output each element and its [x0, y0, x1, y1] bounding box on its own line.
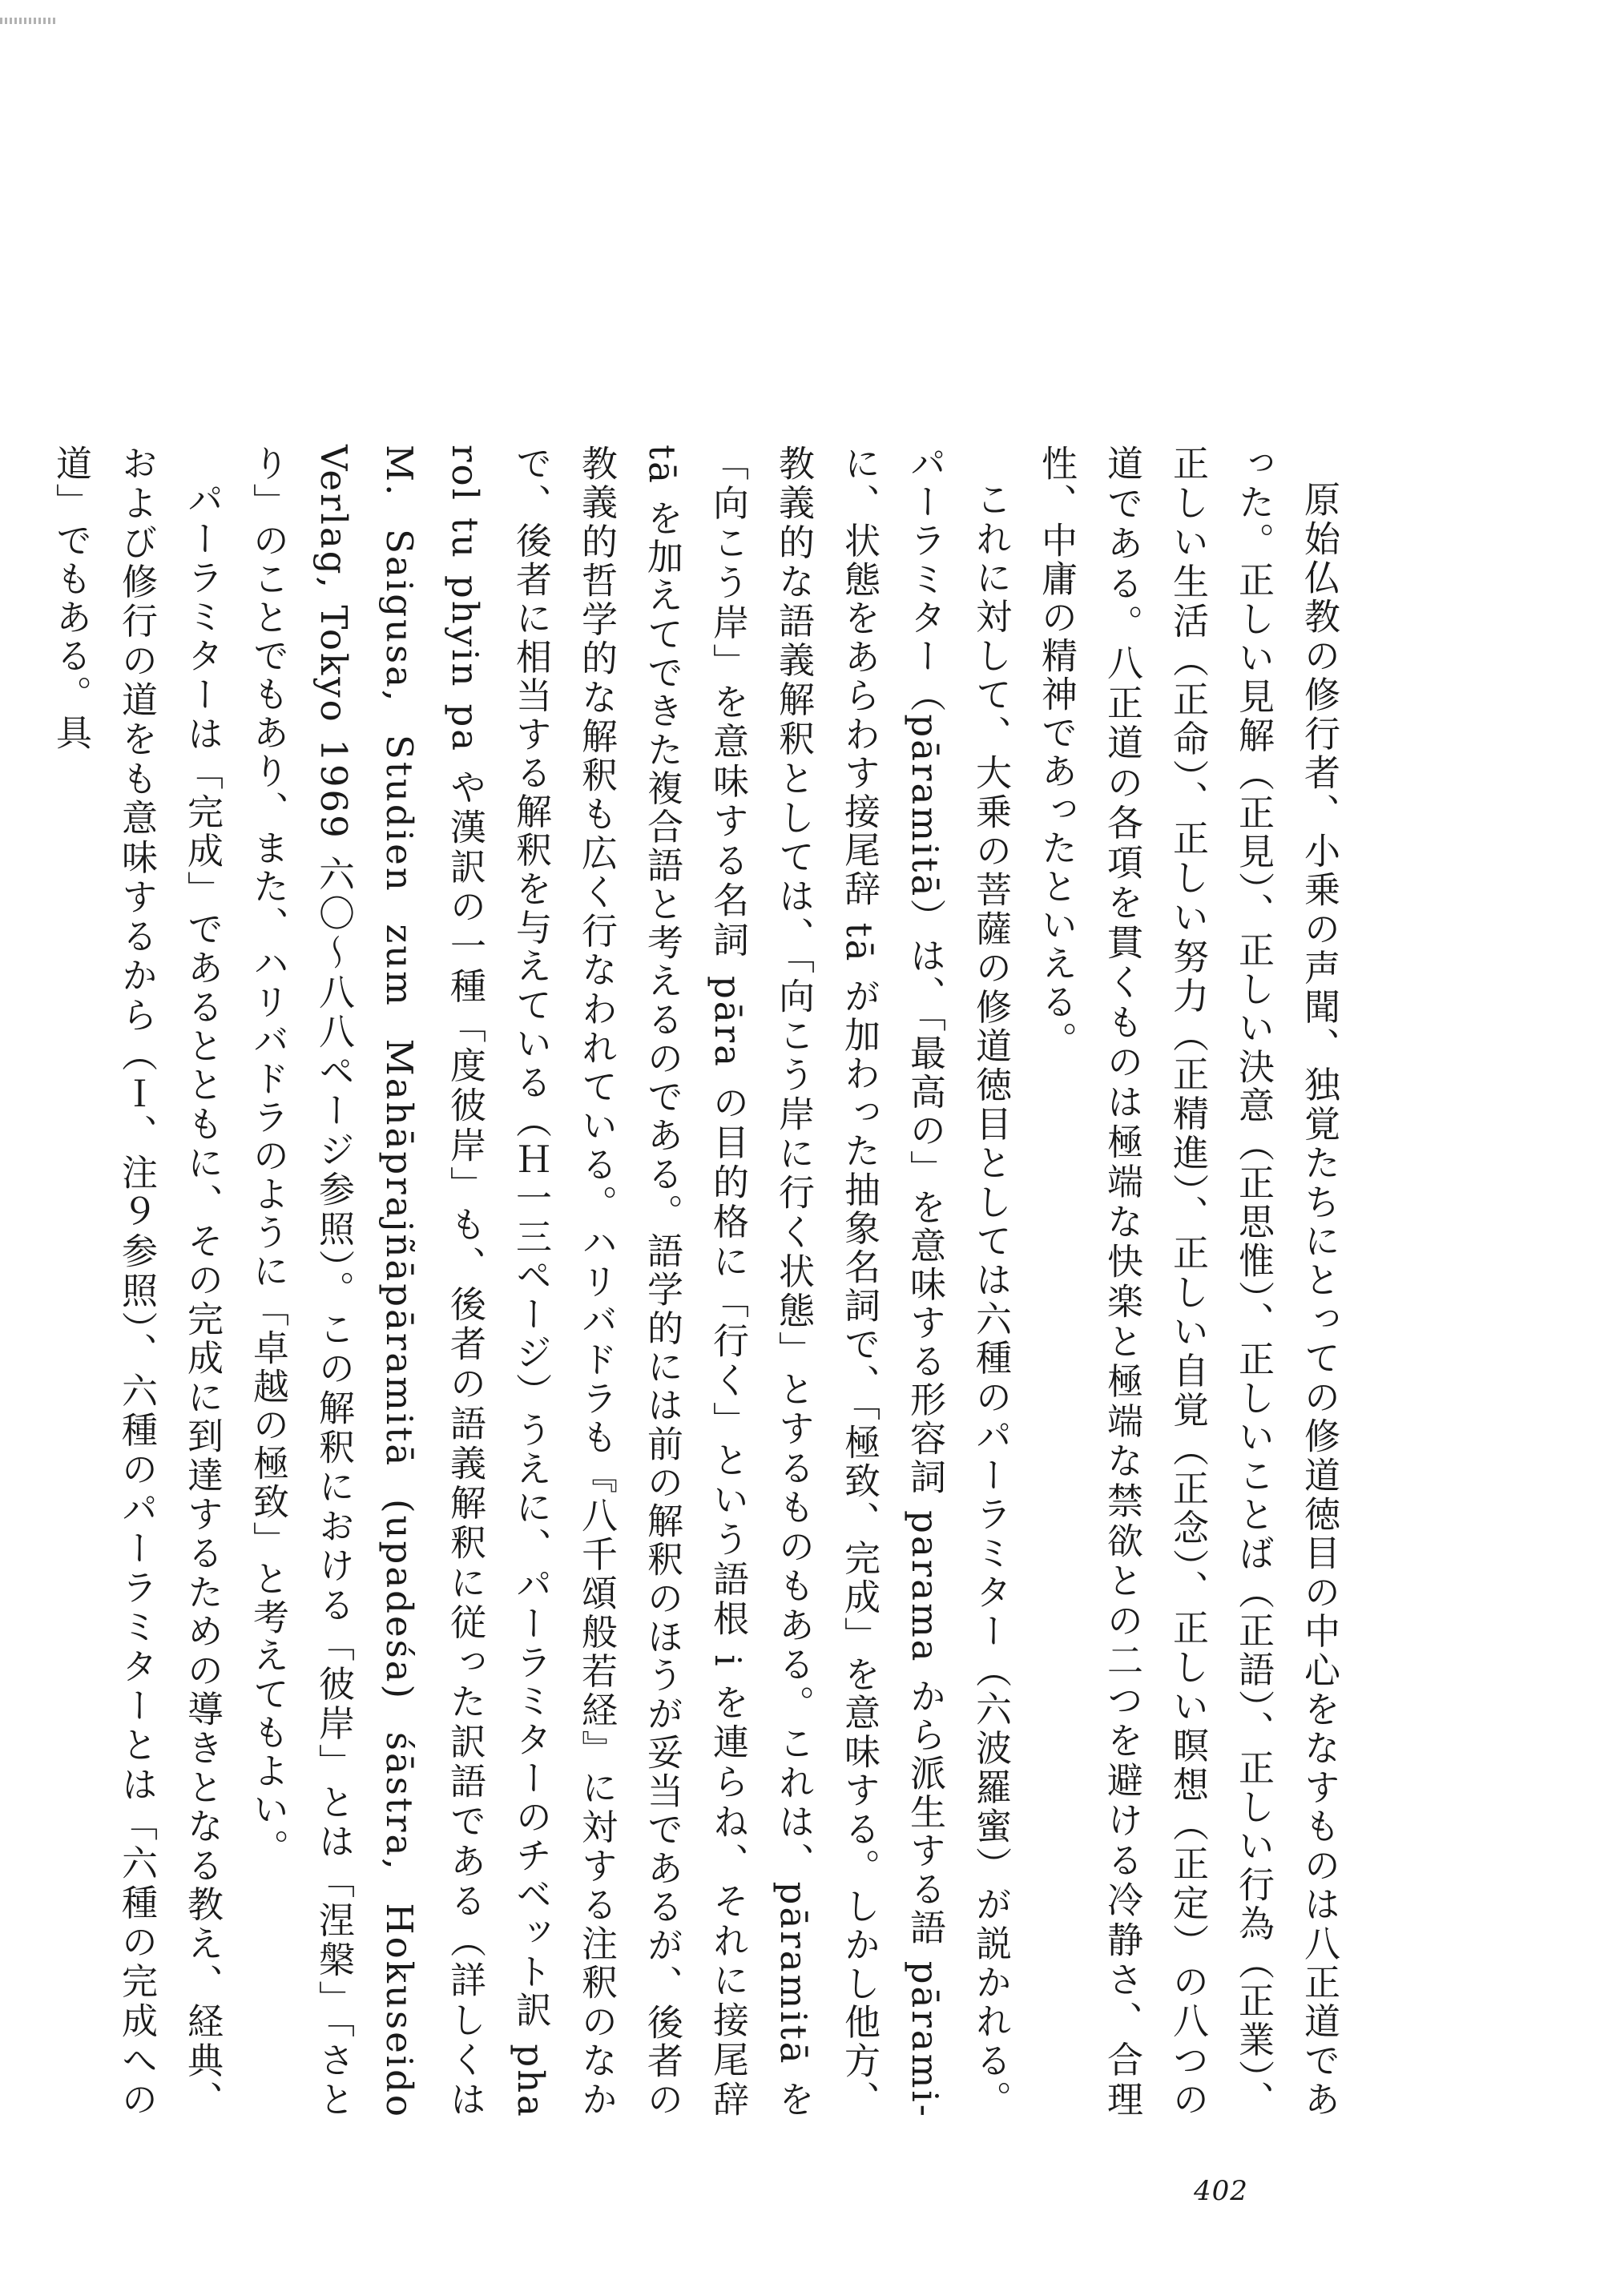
- scan-artifact: [0, 18, 56, 24]
- paragraph-paramita-meaning: パーラミターは「完成」であるとともに、その完成に到達するための導きとなる教え、経典、および修行の道をも意味するから（Ｉ、注９参照）、六種のパーラミターとは「六種の完成への道」でもある。具: [50, 445, 224, 2120]
- paragraph-paramita-etymology: これに対して、大乗の菩薩の修道徳目としては六種のパーラミター（六波羅蜜）が説かれる。パーラミター（pāramitā）は、「最高の」を意味する形容詞 parama から派生する語 pārami- に、状態をあらわす接尾辞 tā が加わった抽象名詞で、「極致、完成」を意味する。しかし他方、教義的な語義解釈としては、「向こう岸に行く状態」とするものもある。これは、pāramitā を「向こう岸」を意味する名詞 pāra の目的格に「行く」という語根 i を連らね、それに接尾辞 tā を加えてできた複合語と考えるのである。語学的には前の解釈のほうが妥当であるが、後者の教義的哲学的な解釈も広く行なわれている。ハリバドラも『八千頌般若経』に対する注釈のなかで、後者に相当する解釈を与えている（Ｈ一三ページ）うえに、パーラミターのチベット訳 pha rol tu phyin pa や漢訳の一種「度彼岸」も、後者の語義解釈に従った訳語である（詳しくは M. Saigusa, Studien zum Mahāprajñāpāramitā (upadeśa) śāstra, Hokuseido Verlag, Tokyo 1969 六〇〜八八ページ参照）。この解釈における「彼岸」とは「涅槃」「さとり」のことでもあり、また、ハリバドラのように「卓越の極致」と考えてもよい。: [247, 445, 1012, 2119]
- paragraph-eightfold-path: 原始仏教の修行者、小乗の声聞、独覚たちにとっての修道徳目の中心をなすものは八正道であった。正しい見解（正見）、正しい決意（正思惟）、正しいことば（正語）、正しい行為（正業）、正しい生活（正命）、正しい努力（正精進）、正しい自覚（正念）、正しい瞑想（正定）の八つの道である。八正道の各項を貫くものは極端な快楽と極端な禁欲との二つを避ける冷静さ、合理性、中庸の精神であったといえる。: [1035, 445, 1340, 2120]
- page-number: 402: [1194, 2175, 1248, 2207]
- vertical-text-block: [50, 445, 1352, 2120]
